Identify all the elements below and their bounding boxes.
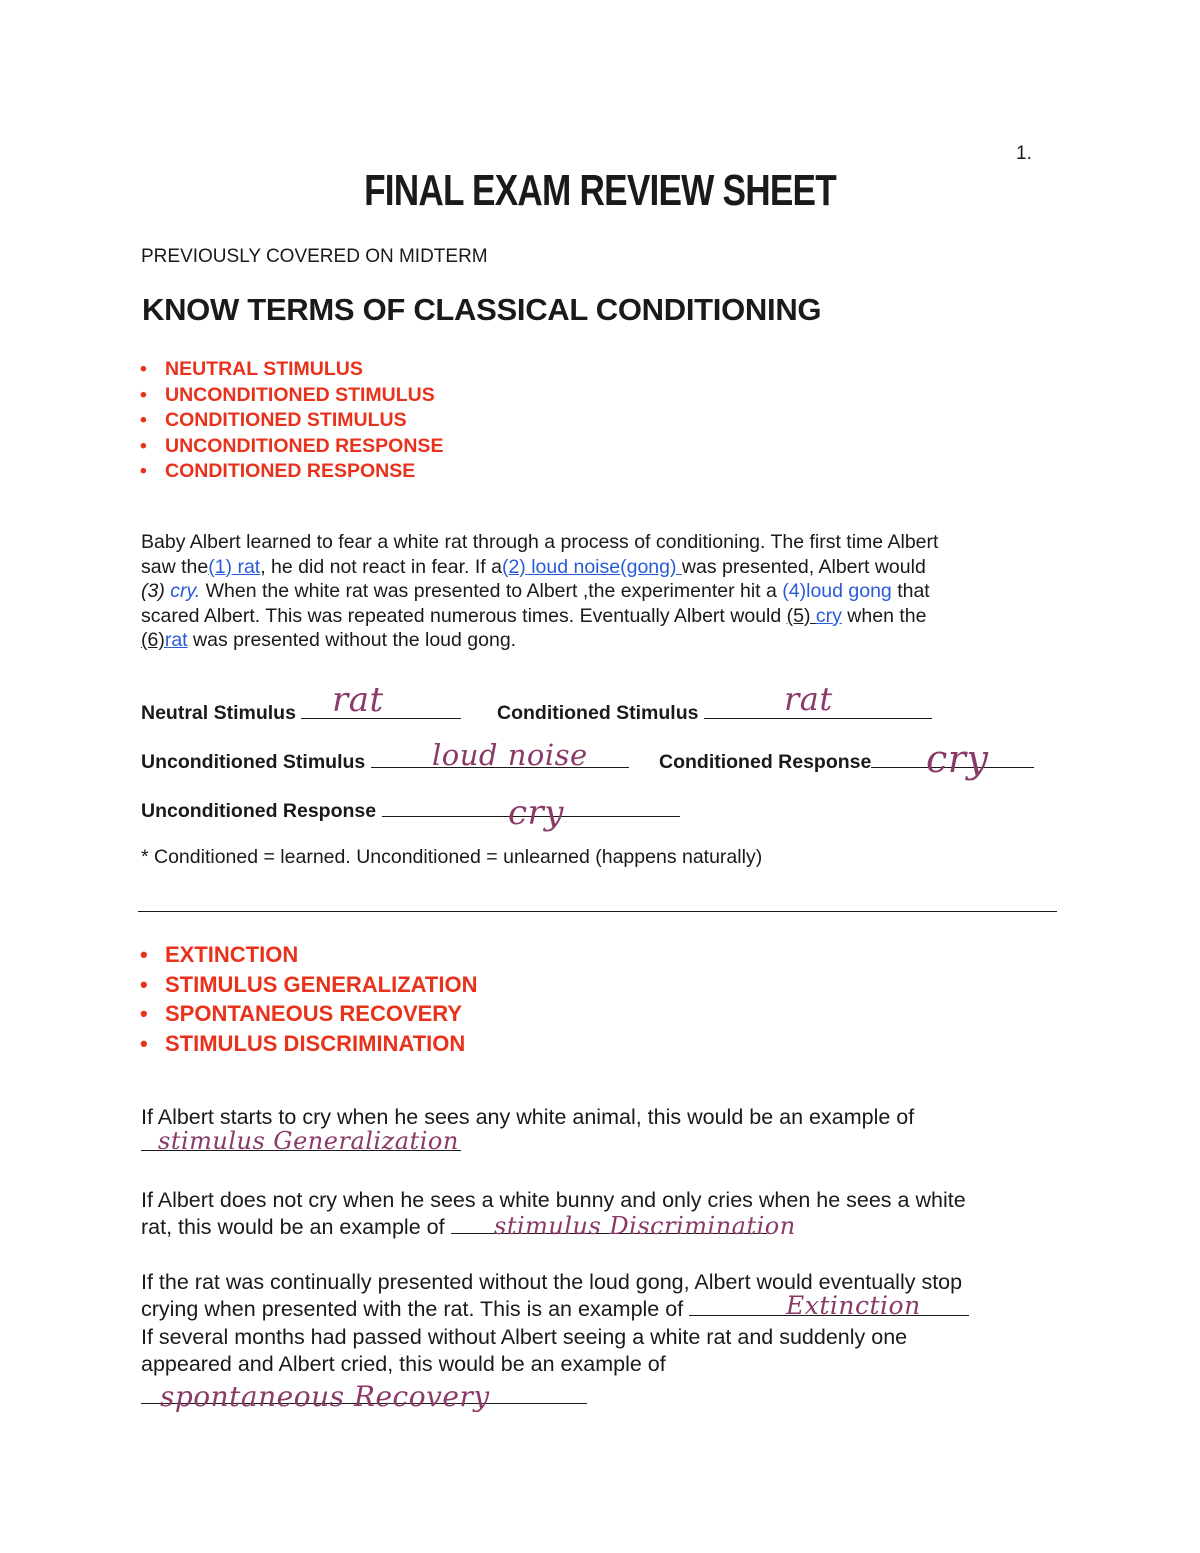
unconditioned-response-answer: cry xyxy=(508,793,565,833)
question-text: rat, this would be an example of xyxy=(141,1215,451,1239)
text: Baby Albert learned to fear a white rat through a process of conditioning. The first time Albert xyxy=(141,531,939,553)
answer-4-handwritten: spontaneous Recovery xyxy=(160,1380,490,1413)
text: was presented without the loud gong. xyxy=(187,629,517,651)
term-item: • SPONTANEOUS RECOVERY xyxy=(140,999,477,1029)
term-item: • UNCONDITIONED STIMULUS xyxy=(140,383,443,409)
previously-covered-label: PREVIOUSLY COVERED ON MIDTERM xyxy=(141,246,488,267)
text: (6) xyxy=(141,629,165,651)
answer-6: rat xyxy=(164,629,188,651)
answer-4: (4)loud gong xyxy=(782,580,898,602)
section-title: KNOW TERMS OF CLASSICAL CONDITIONING xyxy=(142,292,822,327)
question-text: If Albert starts to cry when he sees any white animal, this would be an example of xyxy=(141,1105,915,1129)
question-text: crying when presented with the rat. This is an example of xyxy=(141,1297,690,1321)
learning-terms-list xyxy=(140,940,477,1058)
term-item: • STIMULUS GENERALIZATION xyxy=(140,970,477,1000)
conditioned-response-answer: cry xyxy=(926,737,989,781)
conditioned-response-label: Conditioned Response xyxy=(659,751,872,773)
section-divider xyxy=(138,911,1057,912)
answer-1: (1) rat xyxy=(208,555,261,578)
text: When the white rat was presented to Albert ,the experimenter hit a xyxy=(200,580,783,602)
question-text: If Albert does not cry when he sees a white bunny and only cries when he sees a white xyxy=(141,1188,966,1212)
unconditioned-response-label: Unconditioned Response xyxy=(141,800,377,822)
text: scared Albert. This was repeated numerous times. Eventually Albert would xyxy=(141,604,787,627)
paragraph-line xyxy=(141,555,1071,580)
paragraph-line xyxy=(141,579,1071,604)
conditioning-terms-list xyxy=(140,357,443,485)
neutral-stimulus-label: Neutral Stimulus xyxy=(141,702,296,724)
page-number: 1. xyxy=(1016,143,1032,164)
paragraph-line xyxy=(141,530,1071,555)
conditioned-definition-note: * Conditioned = learned. Unconditioned = unlearned (happens naturally) xyxy=(141,846,763,868)
answer-2-handwritten: stimulus Discrimination xyxy=(494,1212,796,1240)
unconditioned-stimulus-answer: loud noise xyxy=(432,738,588,772)
text: was presented, Albert would xyxy=(681,555,926,578)
term-item: • NEUTRAL STIMULUS xyxy=(140,357,443,383)
question-text: appeared and Albert cried, this would be an example of xyxy=(141,1352,666,1376)
unconditioned-stimulus-label: Unconditioned Stimulus xyxy=(141,751,366,773)
text: (3) xyxy=(141,580,171,602)
term-item: • CONDITIONED RESPONSE xyxy=(140,459,443,485)
unconditioned-response-row xyxy=(141,798,680,823)
answer-5: cry xyxy=(815,604,842,627)
answer-3-handwritten: Extinction xyxy=(786,1291,921,1320)
term-item: • CONDITIONED STIMULUS xyxy=(140,408,443,434)
neutral-stimulus-answer: rat xyxy=(332,680,384,720)
text: saw the xyxy=(141,555,209,578)
answer-2: (2) loud noise(gong) xyxy=(501,555,682,578)
answer-1-handwritten: stimulus Generalization xyxy=(158,1127,459,1155)
conditioned-stimulus-answer: rat xyxy=(784,680,833,718)
term-item: • EXTINCTION xyxy=(140,940,477,970)
text: when the xyxy=(841,604,927,627)
paragraph-line xyxy=(141,628,1071,653)
paragraph-line xyxy=(141,604,1071,629)
conditioned-stimulus-row xyxy=(497,700,932,725)
text: , he did not react in fear. If a xyxy=(260,555,502,578)
text: (5) xyxy=(786,604,816,627)
neutral-stimulus-row xyxy=(141,700,461,725)
baby-albert-paragraph xyxy=(141,530,1071,653)
page-title: FINAL EXAM REVIEW SHEET xyxy=(364,166,836,215)
question-text: If several months had passed without Albert seeing a white rat and suddenly one xyxy=(141,1325,908,1349)
conditioned-stimulus-label: Conditioned Stimulus xyxy=(497,702,699,724)
term-item: • UNCONDITIONED RESPONSE xyxy=(140,434,443,460)
answer-3: cry. xyxy=(170,580,201,602)
question-text: If the rat was continually presented without the loud gong, Albert would eventually stop xyxy=(141,1270,963,1294)
text: that xyxy=(897,580,930,602)
term-item: • STIMULUS DISCRIMINATION xyxy=(140,1029,477,1059)
